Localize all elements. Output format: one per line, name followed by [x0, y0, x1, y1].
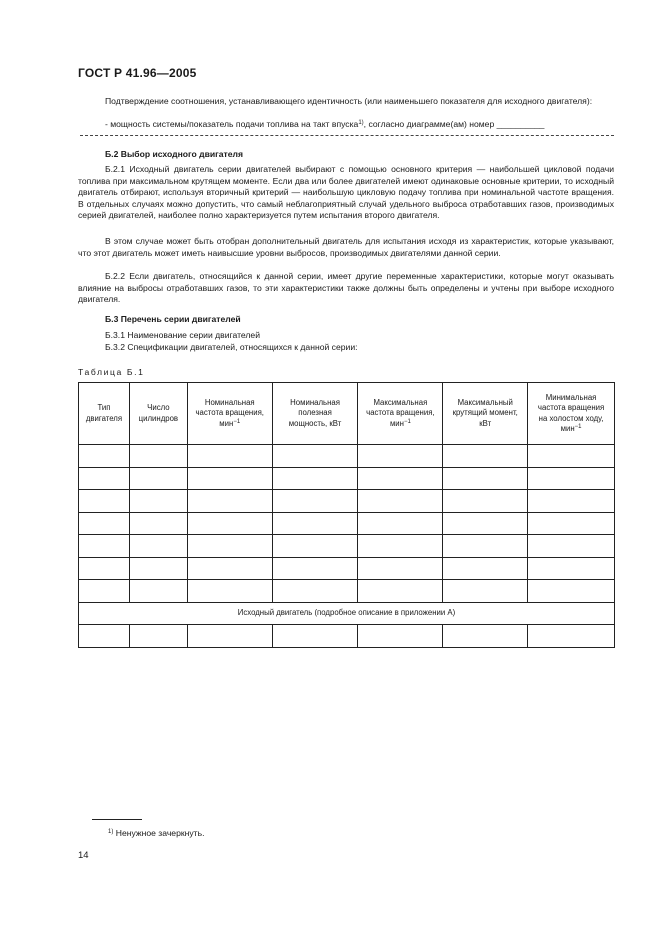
section-b3-title: Б.3 Перечень серии двигателей	[105, 314, 241, 324]
footnote-ref: 1)	[358, 120, 364, 126]
section-b2-title: Б.2 Выбор исходного двигателя	[105, 149, 243, 159]
table-cell	[272, 512, 358, 535]
table-cell	[79, 535, 130, 558]
table-cell	[187, 490, 272, 513]
column-header-line: Максимальная	[373, 397, 428, 407]
table-row	[79, 445, 615, 468]
table-cell	[79, 625, 130, 648]
page-number: 14	[78, 850, 89, 861]
column-header-unit-exponent: −1	[233, 418, 241, 425]
column-header-line: Номинальная	[204, 397, 255, 407]
table-cell	[187, 625, 272, 648]
intro-power-text: - мощность системы/показатель подачи топлива на такт впуска	[105, 119, 359, 129]
section-b3-item-2: Б.3.2 Спецификации двигателей, относящихся к данной серии:	[105, 342, 358, 352]
table-cell	[272, 580, 358, 603]
table-cell	[443, 467, 528, 490]
table-cell	[528, 512, 615, 535]
column-header-unit-exponent: −1	[403, 418, 411, 425]
footnote-rule	[92, 819, 142, 820]
intro-power-text-end: , согласно диаграмме(ам) номер __________	[363, 119, 545, 129]
column-header-line: частота вращения,	[195, 408, 264, 418]
table-cell	[129, 490, 187, 513]
intro-power-line	[78, 119, 614, 131]
column-header-line: частота вращения	[537, 403, 605, 412]
document-header: ГОСТ Р 41.96—2005	[78, 66, 197, 80]
table-row	[79, 535, 615, 558]
table-cell	[443, 490, 528, 513]
table-header-row	[79, 383, 615, 445]
column-header-line: мин	[560, 424, 575, 433]
reference-engine-row	[79, 602, 615, 625]
table-cell	[272, 557, 358, 580]
table-cell	[272, 467, 358, 490]
table-cell	[443, 445, 528, 468]
table-cell	[187, 580, 272, 603]
table-row	[79, 625, 615, 648]
section-b2-paragraph-2: В этом случае может быть отобран дополнительный двигатель для испытания исходя из характеристик, которые указывают, что этот двигатель может иметь наивысшие уровни выбросов, производимых двигателями данной серии.	[78, 236, 614, 258]
table-cell	[358, 557, 443, 580]
table-cell	[129, 467, 187, 490]
table-cell	[187, 535, 272, 558]
column-header-line: частота вращения,	[366, 408, 435, 418]
table-row	[79, 512, 615, 535]
dashed-fill-line	[80, 135, 614, 136]
table-cell	[187, 512, 272, 535]
table-cell	[272, 535, 358, 558]
section-b2-paragraph-1: Б.2.1 Исходный двигатель серии двигателей выбирают с помощью основного критерия — наибольшей цикловой подачи топлива при максимальном крутящем моменте. Если два или более двигателей имеют одинаковые основные критерии, то исходный двигатель отбирают, используя вторичный критерий — наибольшую цикловую подачу топлива при номинальной частоте вращения. В отдельных случаях можно допустить, что самый неблагоприятный случай удельного выброса отработавших газов, производимых серией двигателей, наиболее полно характеризуется путем испытания второго двигателя.	[78, 164, 614, 221]
table-cell	[129, 512, 187, 535]
table-row	[79, 490, 615, 513]
table-cell	[272, 625, 358, 648]
column-header-line: кВт	[479, 418, 492, 428]
column-header	[187, 383, 272, 445]
table-cell	[129, 557, 187, 580]
footnote	[108, 828, 204, 838]
table-cell	[443, 625, 528, 648]
table-cell	[528, 557, 615, 580]
section-b2-paragraph-3: Б.2.2 Если двигатель, относящийся к данной серии, имеет другие переменные характеристики, которые могут оказывать влияние на выбросы отработавших газов, то эти характеристики также должны быть определены и учтены при выборе исходного двигателя.	[78, 271, 614, 305]
column-header	[358, 383, 443, 445]
column-header	[79, 383, 130, 445]
column-header-line: Минимальная	[545, 392, 597, 402]
intro-paragraph: Подтверждение соотношения, устанавливающего идентичность (или наименьшего показателя для исходного двигателя):	[105, 96, 593, 106]
table-row	[79, 580, 615, 603]
reference-engine-label: Исходный двигатель (подробное описание в приложении А)	[79, 602, 615, 625]
table-cell	[358, 580, 443, 603]
table-cell	[528, 625, 615, 648]
table-cell	[129, 535, 187, 558]
table-caption: Таблица Б.1	[78, 367, 145, 377]
table-cell	[443, 535, 528, 558]
column-header-line: мощность, кВт	[288, 418, 342, 428]
table-cell	[129, 445, 187, 468]
column-header-line: мин	[389, 418, 404, 428]
engine-spec-table	[78, 382, 615, 648]
column-header-line: двигателя	[85, 413, 123, 423]
table-row	[79, 557, 615, 580]
table-cell	[79, 557, 130, 580]
table-cell	[358, 512, 443, 535]
table-cell	[358, 445, 443, 468]
table-cell	[272, 490, 358, 513]
table-cell	[528, 445, 615, 468]
column-header	[129, 383, 187, 445]
table-row	[79, 467, 615, 490]
table-cell	[528, 490, 615, 513]
table-cell	[79, 467, 130, 490]
table-cell	[129, 580, 187, 603]
table-cell	[358, 467, 443, 490]
table-cell	[187, 467, 272, 490]
table-cell	[129, 625, 187, 648]
table-cell	[358, 535, 443, 558]
column-header-line: на холостом ходу,	[538, 413, 604, 423]
table-cell	[187, 445, 272, 468]
column-header-line: полезная	[298, 408, 332, 418]
column-header-unit-exponent: −1	[574, 424, 582, 430]
table-cell	[528, 535, 615, 558]
table-cell	[528, 467, 615, 490]
column-header	[528, 383, 615, 445]
column-header-line: Максимальный	[457, 397, 513, 407]
column-header-line: Номинальная	[290, 397, 340, 407]
column-header	[272, 383, 358, 445]
table-cell	[272, 445, 358, 468]
column-header	[443, 383, 528, 445]
footnote-marker: 1)	[108, 829, 114, 835]
column-header-line: крутящий момент,	[452, 408, 518, 418]
footnote-text: Ненужное зачеркнуть.	[115, 828, 205, 838]
table-cell	[443, 512, 528, 535]
section-b3-item-1: Б.3.1 Наименование серии двигателей	[105, 330, 261, 340]
table-cell	[443, 557, 528, 580]
column-header-line: цилиндров	[138, 413, 179, 423]
column-header-line: Тип	[97, 403, 111, 412]
column-header-line: мин	[219, 418, 234, 428]
table-cell	[79, 512, 130, 535]
table-cell	[79, 490, 130, 513]
table-cell	[528, 580, 615, 603]
table-cell	[187, 557, 272, 580]
table-cell	[443, 580, 528, 603]
column-header-line: Число	[147, 403, 170, 412]
table-cell	[79, 580, 130, 603]
table-cell	[358, 625, 443, 648]
table-cell	[79, 445, 130, 468]
table-cell	[358, 490, 443, 513]
